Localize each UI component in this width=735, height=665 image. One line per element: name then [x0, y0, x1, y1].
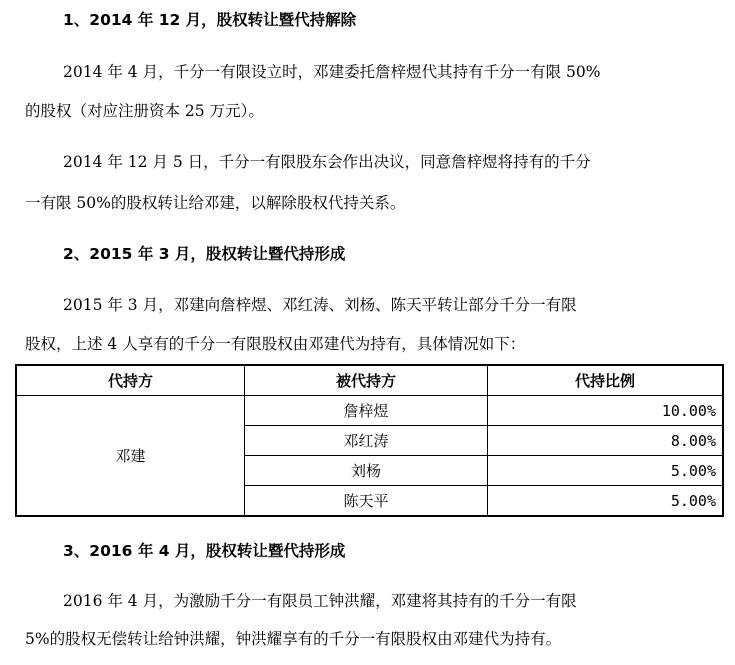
table-header-row [16, 365, 723, 396]
ratio-cell: 5.00% [488, 456, 724, 486]
section3-para1-line1: 2016 年 4 月，为激励千分一有限员工钟洪耀，邓建将其持有的千分一有限 [63, 592, 577, 610]
section2-para1-line1: 2015 年 3 月，邓建向詹梓煜、邓红涛、刘杨、陈天平转让部分千分一有限 [63, 296, 577, 314]
header-holder: 代持方 [16, 365, 245, 396]
section1-heading: 1、2014 年 12 月，股权转让暨代持解除 [63, 11, 357, 29]
section3-heading: 3、2016 年 4 月，股权转让暨代持形成 [63, 542, 346, 560]
beneficiary-cell: 陈天平 [245, 486, 488, 517]
ratio-cell: 8.00% [488, 426, 724, 456]
ratio-cell: 10.00% [488, 396, 724, 426]
beneficiary-cell: 詹梓煜 [245, 396, 488, 426]
section2-para1-line2: 股权，上述 4 人享有的千分一有限股权由邓建代为持有，具体情况如下： [25, 335, 526, 353]
header-beneficiary: 被代持方 [245, 365, 488, 396]
section1-para1-line2: 的股权（对应注册资本 25 万元）。 [25, 102, 264, 120]
table-row [16, 396, 723, 426]
header-ratio: 代持比例 [488, 365, 724, 396]
holder-cell: 邓建 [16, 396, 245, 517]
beneficiary-cell: 刘杨 [245, 456, 488, 486]
section1-para1-line1: 2014 年 4 月，千分一有限设立时，邓建委托詹梓煜代其持有千分一有限 50% [63, 63, 601, 81]
section3-para1-line2: 5%的股权无偿转让给钟洪耀，钟洪耀享有的千分一有限股权由邓建代为持有。 [25, 630, 562, 648]
beneficiary-cell: 邓红涛 [245, 426, 488, 456]
holding-table [15, 364, 724, 517]
section1-para2-line2: 一有限 50%的股权转让给邓建，以解除股权代持关系。 [25, 194, 406, 212]
section2-heading: 2、2015 年 3 月，股权转让暨代持形成 [63, 245, 346, 263]
section1-para2-line1: 2014 年 12 月 5 日，千分一有限股东会作出决议，同意詹梓煜将持有的千分 [63, 153, 591, 171]
ratio-cell: 5.00% [488, 486, 724, 517]
